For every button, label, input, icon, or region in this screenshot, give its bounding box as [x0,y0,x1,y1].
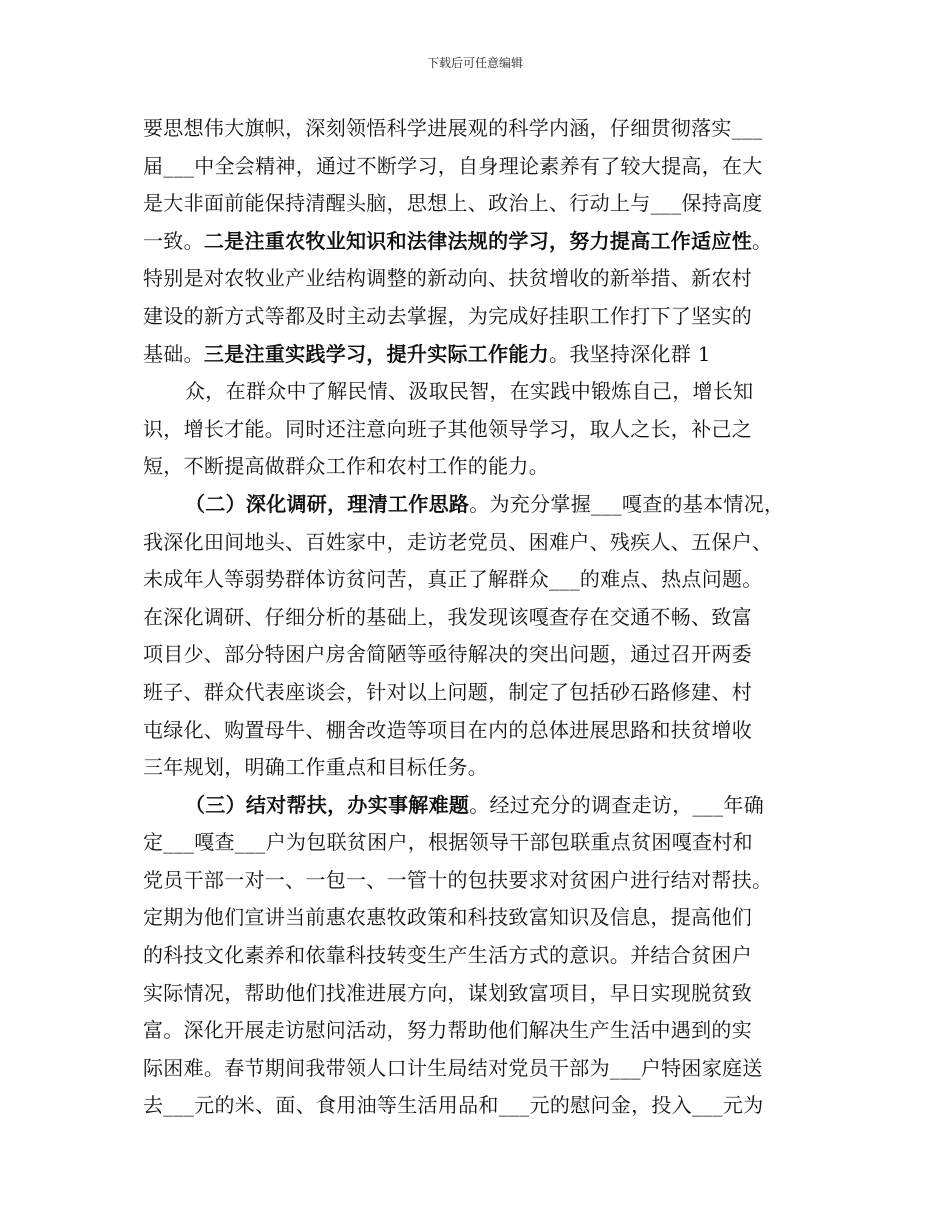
bold-text-segment: （二）深化调研，理清工作思路 [185,491,470,516]
text-line [143,1012,823,1050]
text-segment: 在深化调研、仔细分析的基础上，我发现该嘎查存在交通不畅、致富 [143,604,752,629]
text-line [143,448,823,486]
text-line [143,749,823,787]
text-line [143,411,823,449]
text-segment: 要思想伟大旗帜，深刻领悟科学进展观的科学内涵，仔细贯彻落实___ [143,116,763,140]
bold-text-segment: 二是注重农牧业知识和法律法规的学习，努力提高工作适应性 [203,228,753,253]
text-line [143,937,823,975]
bold-text-segment: （三）结对帮扶，办实事解难题 [185,792,470,817]
text-segment: 项目少、部分特困户房舍简陋等亟待解决的突出问题，通过召开两委 [143,642,752,667]
text-segment: 届___中全会精神，通过不断学习，自身理论素养有了较大提高，在大 [143,153,763,178]
text-line [143,862,823,900]
text-segment: 的科技文化素养和依靠科技转变生产生活方式的意识。并结合贫困户 [143,943,752,968]
page-header: 下载后可任意编辑 [426,56,523,70]
text-line [143,674,823,712]
bold-text-segment: 三是注重实践学习，提升实际工作能力 [203,341,550,366]
text-segment: 我深化田间地头、百姓家中，走访老党员、困难户、残疾人、五保户、 [143,529,773,554]
text-line [143,787,823,825]
text-line [143,148,823,186]
text-segment: 。我坚持深化群 1 [549,341,711,366]
text-segment: 定___嘎查___户为包联贫困户，根据领导干部包联重点贫困嘎查村和 [143,830,753,855]
text-line [143,975,823,1013]
text-segment: 未成年人等弱势群体访贫问苦，真正了解群众___的难点、热点问题。 [143,567,763,592]
text-segment: 。经过充分的调查走访，___年确 [469,792,765,817]
text-line [143,599,823,637]
text-segment: 众，在群众中了解民情、汲取民智，在实践中锻炼自己，增长知 [185,379,754,404]
text-line [143,899,823,937]
text-line [143,712,823,750]
text-line [143,824,823,862]
text-line [143,110,823,148]
text-segment: 建设的新方式等都及时主动去掌握，为完成好挂职工作打下了坚实的 [143,303,752,328]
text-line [143,336,823,374]
document-body [143,110,823,1125]
text-line [143,298,823,336]
text-segment: 短，不断提高做群众工作和农村工作的能力。 [143,454,549,479]
text-segment: 屯绿化、购置母牛、棚舍改造等项目在内的总体进展思路和扶贫增收 [143,717,752,742]
text-line [143,486,823,524]
text-segment: 特别是对农牧业产业结构调整的新动向、扶贫增收的新举措、新农村 [143,266,752,291]
text-line [143,373,823,411]
text-line [143,185,823,223]
text-line [143,260,823,298]
text-segment: 。 [752,228,773,253]
text-line [143,636,823,674]
text-segment: 基础。 [143,341,204,366]
text-line [143,1087,823,1125]
text-line [143,561,823,599]
text-segment: 是大非面前能保持清醒头脑，思想上、政治上、行动上与___保持高度 [143,191,763,216]
text-segment: 。为充分掌握___嘎查的基本情况， [469,491,785,516]
text-segment: 党员干部一对一、一包一、一管十的包扶要求对贫困户进行结对帮扶。 [143,867,773,892]
text-segment: 实际情况，帮助他们找准进展方向，谋划致富项目，早日实现脱贫致 [143,980,752,1005]
text-line [143,524,823,562]
text-segment: 三年规划，明确工作重点和目标任务。 [143,755,489,780]
text-line [143,1050,823,1088]
text-segment: 定期为他们宣讲当前惠农惠牧政策和科技致富知识及信息，提高他们 [143,905,752,930]
text-line [143,223,823,261]
text-segment: 一致。 [143,228,204,253]
text-segment: 际困难。春节期间我带领人口计生局结对党员干部为___户特困家庭送 [143,1055,763,1080]
text-segment: 识，增长才能。同时还注意向班子其他领导学习，取人之长，补己之 [143,416,752,441]
text-segment: 班子、群众代表座谈会，针对以上问题，制定了包括砂石路修建、村 [143,679,752,704]
text-segment: 去___元的米、面、食用油等生活用品和___元的慰问金，投入___元为 [143,1093,764,1118]
text-segment: 富。深化开展走访慰问活动，努力帮助他们解决生产生活中遇到的实 [143,1018,752,1043]
